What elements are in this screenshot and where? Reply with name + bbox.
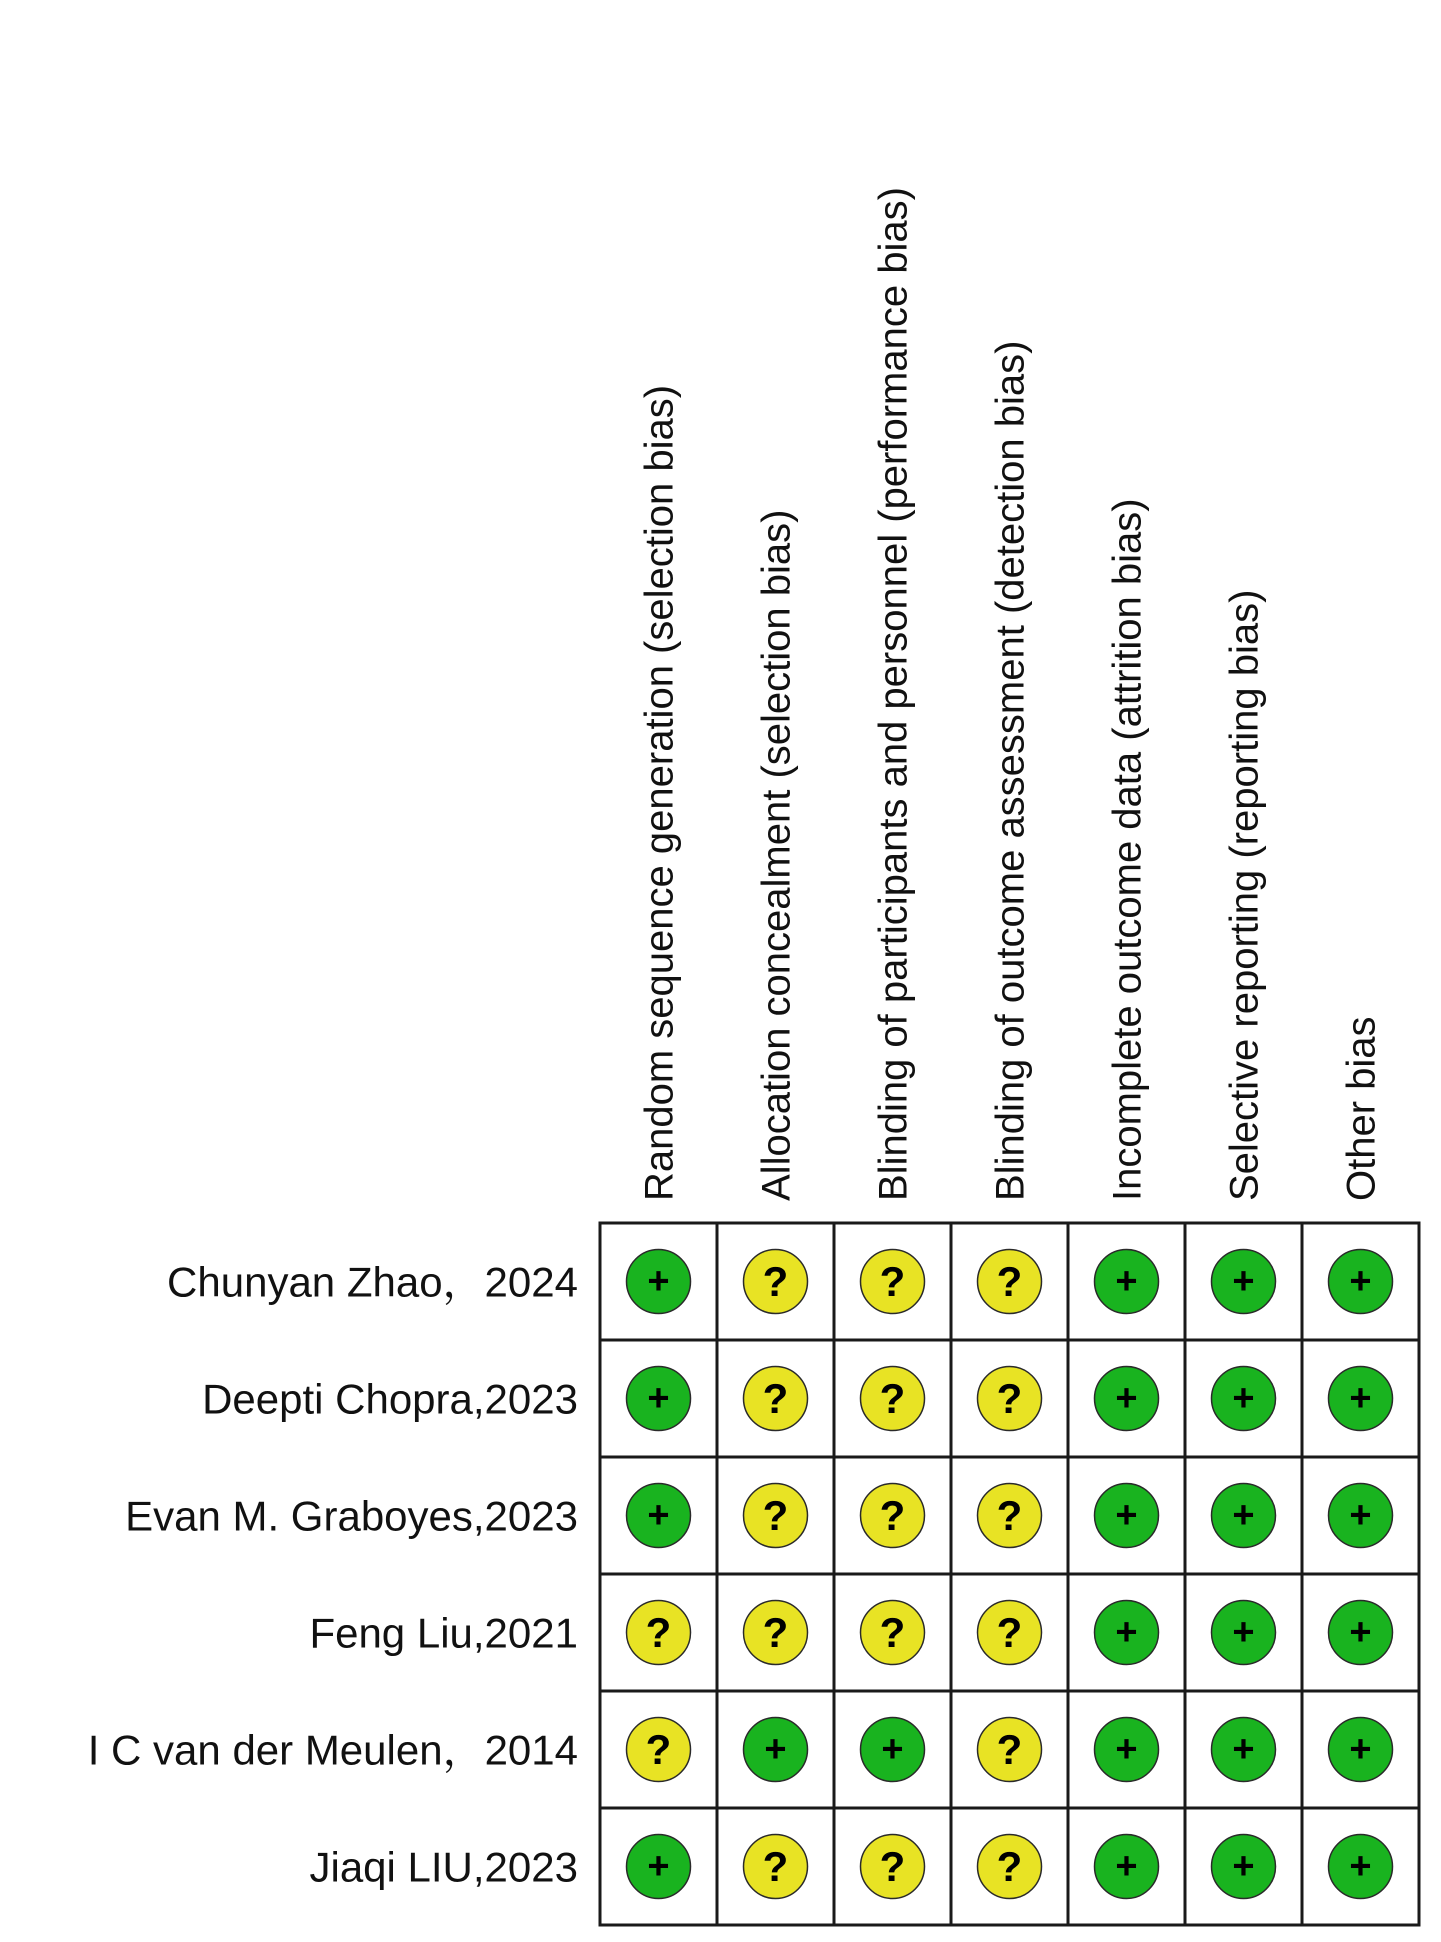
rating-low [1095, 1718, 1159, 1782]
column-label: Other bias [1339, 1016, 1384, 1201]
rating-low [627, 1835, 691, 1899]
rating-unclear [861, 1601, 925, 1665]
grid [600, 1223, 1419, 1925]
rating-low [1329, 1367, 1393, 1431]
rating-low [861, 1718, 925, 1782]
column-label: Random sequence generation (selection bias) [637, 384, 682, 1201]
rating-symbol: + [647, 1494, 670, 1537]
rating-symbol: + [647, 1260, 670, 1303]
rating-low [1212, 1718, 1276, 1782]
rating-symbol: + [1115, 1377, 1138, 1420]
rating-symbol: ? [879, 1258, 906, 1305]
rating-symbol: + [1115, 1845, 1138, 1888]
rating-unclear [627, 1601, 691, 1665]
rating-low [1095, 1250, 1159, 1314]
rating-unclear [861, 1835, 925, 1899]
rating-symbol: + [1349, 1845, 1372, 1888]
rating-symbol: ? [762, 1843, 789, 1890]
column-label: Selective reporting (reporting bias) [1222, 589, 1267, 1201]
rating-symbol: ? [996, 1375, 1023, 1422]
rating-low [1329, 1718, 1393, 1782]
rating-unclear [744, 1367, 808, 1431]
rating-symbol: ? [996, 1726, 1023, 1773]
rating-symbol: + [1115, 1728, 1138, 1771]
rating-symbol: + [1349, 1728, 1372, 1771]
study-label: I C van der Meulen，2014 [87, 1726, 578, 1774]
rating-low [1329, 1601, 1393, 1665]
rating-unclear [978, 1718, 1042, 1782]
study-label: Feng Liu,2021 [309, 1609, 578, 1657]
rating-low [627, 1484, 691, 1548]
rating-low [1329, 1250, 1393, 1314]
rating-symbol: ? [996, 1492, 1023, 1539]
rating-low [744, 1718, 808, 1782]
rating-low [1095, 1367, 1159, 1431]
rating-low [1329, 1484, 1393, 1548]
rating-symbol: + [1349, 1377, 1372, 1420]
rating-unclear [744, 1835, 808, 1899]
rating-symbol: ? [645, 1609, 672, 1656]
column-label: Blinding of outcome assessment (detection bias) [988, 340, 1033, 1201]
rating-symbol: ? [996, 1843, 1023, 1890]
study-label: Jiaqi LIU,2023 [309, 1843, 578, 1891]
row-labels [88, 1259, 578, 1891]
rating-symbol: + [1349, 1260, 1372, 1303]
rating-unclear [744, 1250, 808, 1314]
column-labels [638, 187, 1384, 1201]
column-label: Blinding of participants and personnel (performance bias) [871, 187, 916, 1201]
rating-symbol: + [1232, 1260, 1255, 1303]
rating-symbol: ? [879, 1609, 906, 1656]
study-label: Deepti Chopra,2023 [202, 1375, 578, 1423]
rating-symbol: + [1349, 1611, 1372, 1654]
rating-unclear [861, 1367, 925, 1431]
rating-symbol: + [1232, 1611, 1255, 1654]
rating-symbol: ? [762, 1258, 789, 1305]
rating-low [1212, 1367, 1276, 1431]
study-label: Evan M. Graboyes,2023 [125, 1492, 578, 1540]
rating-low [1212, 1601, 1276, 1665]
rating-low [1212, 1835, 1276, 1899]
rating-symbol: ? [645, 1726, 672, 1773]
rating-symbol: + [1349, 1494, 1372, 1537]
rating-low [627, 1250, 691, 1314]
study-label: Chunyan Zhao，2024 [167, 1258, 578, 1306]
rating-unclear [744, 1484, 808, 1548]
column-label: Incomplete outcome data (attrition bias) [1105, 498, 1150, 1201]
rating-unclear [978, 1250, 1042, 1314]
rating-low [1095, 1601, 1159, 1665]
rating-symbol: ? [762, 1609, 789, 1656]
rating-symbol: + [1115, 1494, 1138, 1537]
rating-unclear [861, 1484, 925, 1548]
rating-low [1329, 1835, 1393, 1899]
rating-unclear [978, 1367, 1042, 1431]
rating-low [1095, 1835, 1159, 1899]
rating-low [627, 1367, 691, 1431]
rating-low [1095, 1484, 1159, 1548]
rating-symbol: + [1232, 1377, 1255, 1420]
rating-symbol: ? [762, 1375, 789, 1422]
rating-symbol: + [1115, 1260, 1138, 1303]
rating-unclear [978, 1601, 1042, 1665]
rating-symbol: + [881, 1728, 904, 1771]
rating-unclear [627, 1718, 691, 1782]
rating-unclear [744, 1601, 808, 1665]
rating-symbol: + [1115, 1611, 1138, 1654]
rating-symbol: ? [996, 1258, 1023, 1305]
rating-symbol: ? [879, 1375, 906, 1422]
rating-symbol: + [647, 1377, 670, 1420]
rating-symbol: ? [879, 1843, 906, 1890]
rating-symbol: ? [879, 1492, 906, 1539]
rating-unclear [978, 1835, 1042, 1899]
rating-symbol: + [647, 1845, 670, 1888]
rating-low [1212, 1484, 1276, 1548]
rating-low [1212, 1250, 1276, 1314]
rating-unclear [978, 1484, 1042, 1548]
rating-symbol: ? [762, 1492, 789, 1539]
rating-unclear [861, 1250, 925, 1314]
column-label: Allocation concealment (selection bias) [754, 509, 799, 1201]
rating-symbol: + [1232, 1845, 1255, 1888]
rating-symbol: + [1232, 1728, 1255, 1771]
rating-symbol: + [1232, 1494, 1255, 1537]
rating-symbol: + [764, 1728, 787, 1771]
rating-symbol: ? [996, 1609, 1023, 1656]
